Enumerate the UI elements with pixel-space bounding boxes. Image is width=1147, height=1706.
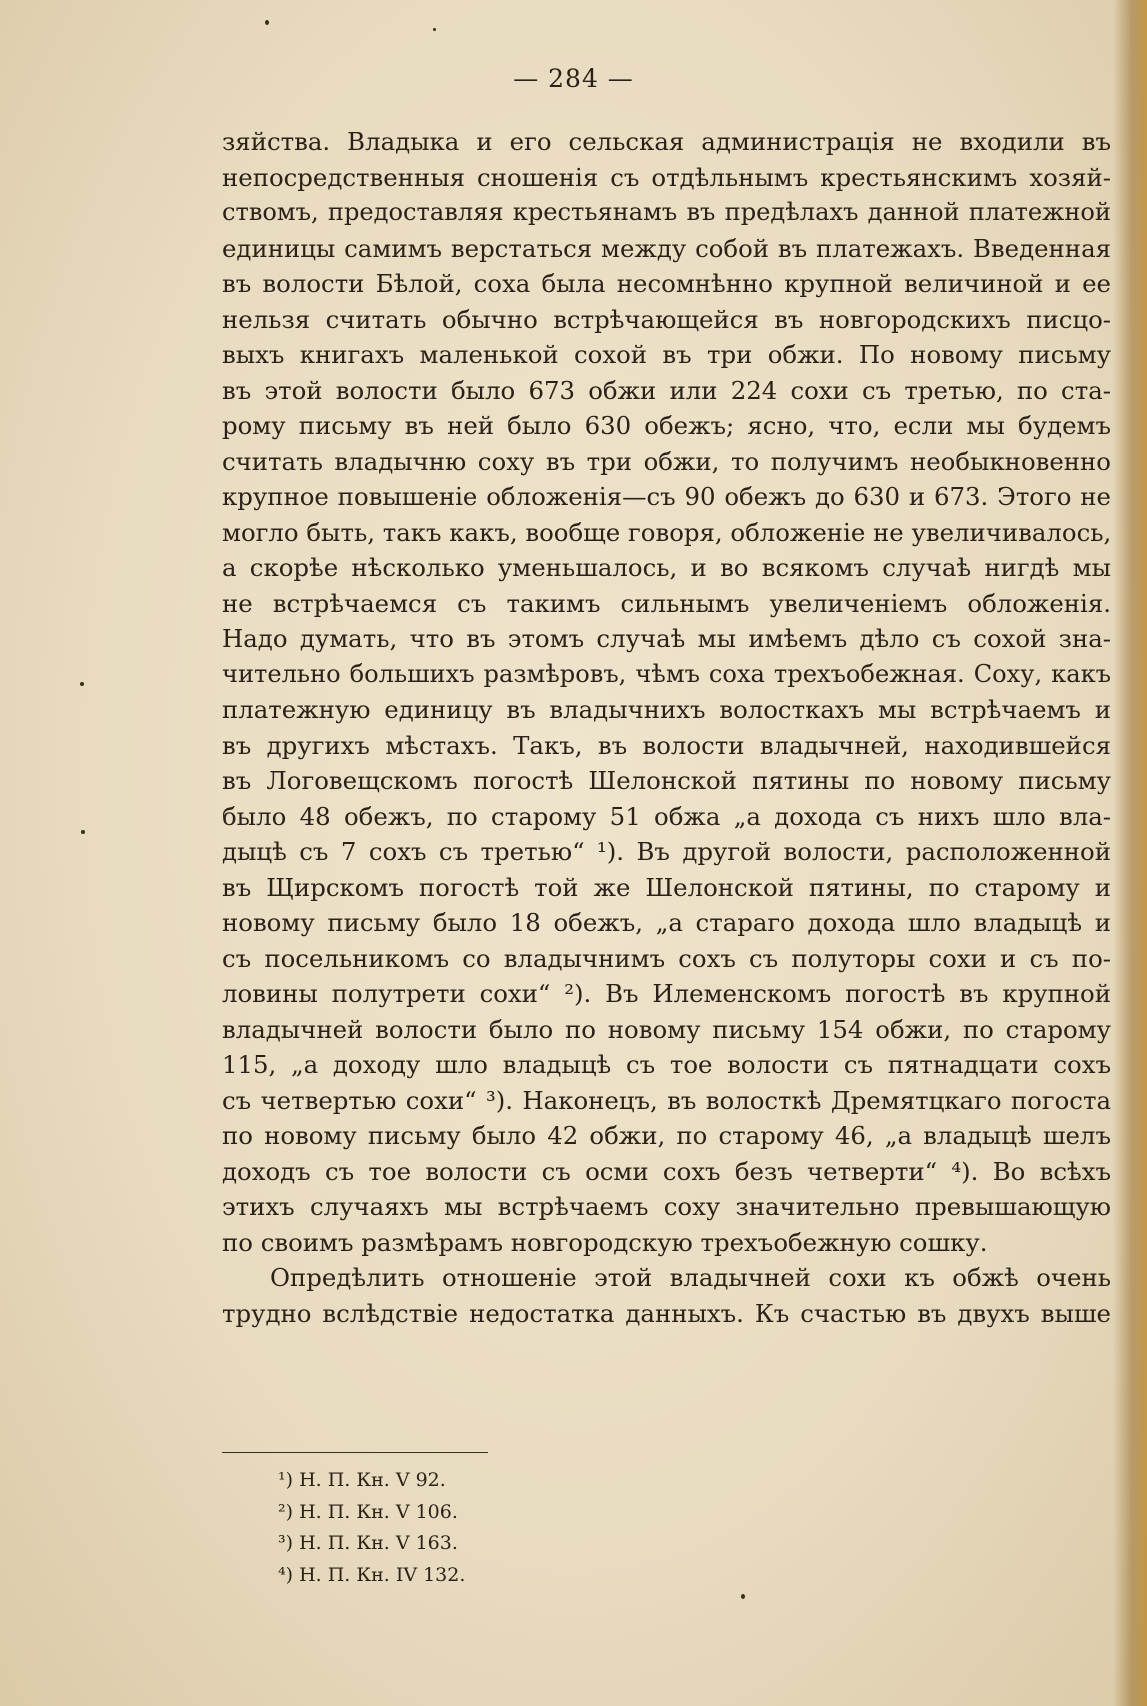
text-line: рому письму въ ней было 630 обежъ; ясно, что, если мы будемъ [222,411,1111,440]
text-line: выхъ книгахъ маленькой сохой въ три обжи. По новому письму [222,340,1111,369]
text-line: единицы самимъ верстаться между собой въ платежахъ. Введенная [222,233,1111,263]
text-line: а скорѣе нѣсколько уменьшалось, и во всякомъ случаѣ нигдѣ мы [222,553,1111,582]
text-line: непосредственныя сношенія съ отдѣльнымъ крестьянскимъ хозяй- [222,162,1111,192]
text-line: въ Щирскомъ погостѣ той же Шелонской пятины, по старому и [222,872,1111,902]
text-line: было 48 обежъ, по старому 51 обжа „а дохода съ нихъ шло вла- [222,801,1111,831]
text-line: дыцѣ съ 7 сохъ съ третью“ ¹). Въ другой волости, расположенной [222,837,1111,866]
text-line: крупное повышеніе обложенія—съ 90 обежъ до 630 и 673. Этого не [222,482,1111,511]
text-line: трудно вслѣдствіе недостатка данныхъ. Къ счастью въ двухъ выше [222,1298,1111,1328]
text-line: 115, „а доходу шло владыцѣ съ тое волости съ пятнадцати сохъ [222,1050,1111,1079]
ink-speck [265,20,269,25]
text-line: по новому письму было 42 обжи, по старому 46, „а владыцѣ шелъ [222,1121,1111,1150]
text-line: Опредѣлить отношеніе этой владычней сохи къ обжѣ очень [270,1263,1111,1292]
text-line: ствомъ, предоставляя крестьянамъ въ предѣлахъ данной платежной [222,198,1111,226]
text-line: Надо думать, что въ этомъ случаѣ мы имѣемъ дѣло съ сохой зна- [222,624,1111,653]
text-line: ловины полутрети сохи“ ²). Въ Илеменскомъ погостѣ въ крупной [222,979,1111,1008]
main-text [222,124,1111,1331]
text-line: платежную единицу въ владычнихъ волосткахъ мы встрѣчаемъ и [222,695,1111,724]
text-line: считать владычню соху въ три обжи, то получимъ необыкновенно [222,446,1111,476]
text-line: въ другихъ мѣстахъ. Такъ, въ волости владычней, находившейся [222,730,1111,760]
ink-speck [81,830,85,834]
text-line: этихъ случаяхъ мы встрѣчаемъ соху значительно превышающую [222,1192,1111,1221]
text-line: не встрѣчаемся съ такимъ сильнымъ увеличеніемъ обложенія. [222,588,1111,618]
text-line: въ Логовещскомъ погостѣ Шелонской пятины по новому письму [222,766,1111,795]
ink-speck [433,28,436,31]
footnote: ⁴) Н. П. Кн. IV 132. [278,1563,466,1586]
text-line: въ этой волости было 673 обжи или 224 сохи съ третью, по ста- [222,375,1111,405]
ink-speck [80,682,84,686]
text-line: въ волости Бѣлой, соха была несомнѣнно крупной величиной и ее [222,269,1111,298]
text-line: по своимъ размѣрамъ новгородскую трехъобежную сошку. [222,1227,988,1257]
footnote: ³) Н. П. Кн. V 163. [278,1532,458,1554]
footnote-divider [222,1452,488,1453]
text-line: съ посельникомъ со владычнимъ сохъ съ полуторы сохи и съ по- [222,943,1111,973]
page-number: — 284 — [513,64,634,93]
page-edge-shadow [1113,0,1147,1706]
text-line: доходъ съ тое волости съ осми сохъ безъ четверти“ ⁴). Во всѣхъ [222,1156,1111,1186]
ink-speck [741,1594,745,1599]
footnote: ²) Н. П. Кн. V 106. [278,1500,458,1523]
text-line: зяйства. Владыка и его сельская администрація не входили въ [222,127,1111,156]
text-line: могло быть, такъ какъ, вообще говоря, обложеніе не увеличивалось, [222,517,1112,547]
text-line: нельзя считать обычно встрѣчающейся въ новгородскихъ писцо- [222,304,1111,334]
text-line: чительно большихъ размѣровъ, чѣмъ соха трехъобежная. Соху, какъ [222,659,1111,688]
footnotes [278,1465,465,1591]
text-line: новому письму было 18 обежъ, „а стараго дохода шло владыцѣ и [222,908,1111,937]
footnote: ¹) Н. П. Кн. V 92. [278,1469,446,1491]
text-line: владычней волости было по новому письму 154 обжи, по старому [222,1014,1111,1044]
text-line: съ четвертью сохи“ ³). Наконецъ, въ волосткѣ Дремятцкаго погоста [222,1085,1111,1115]
